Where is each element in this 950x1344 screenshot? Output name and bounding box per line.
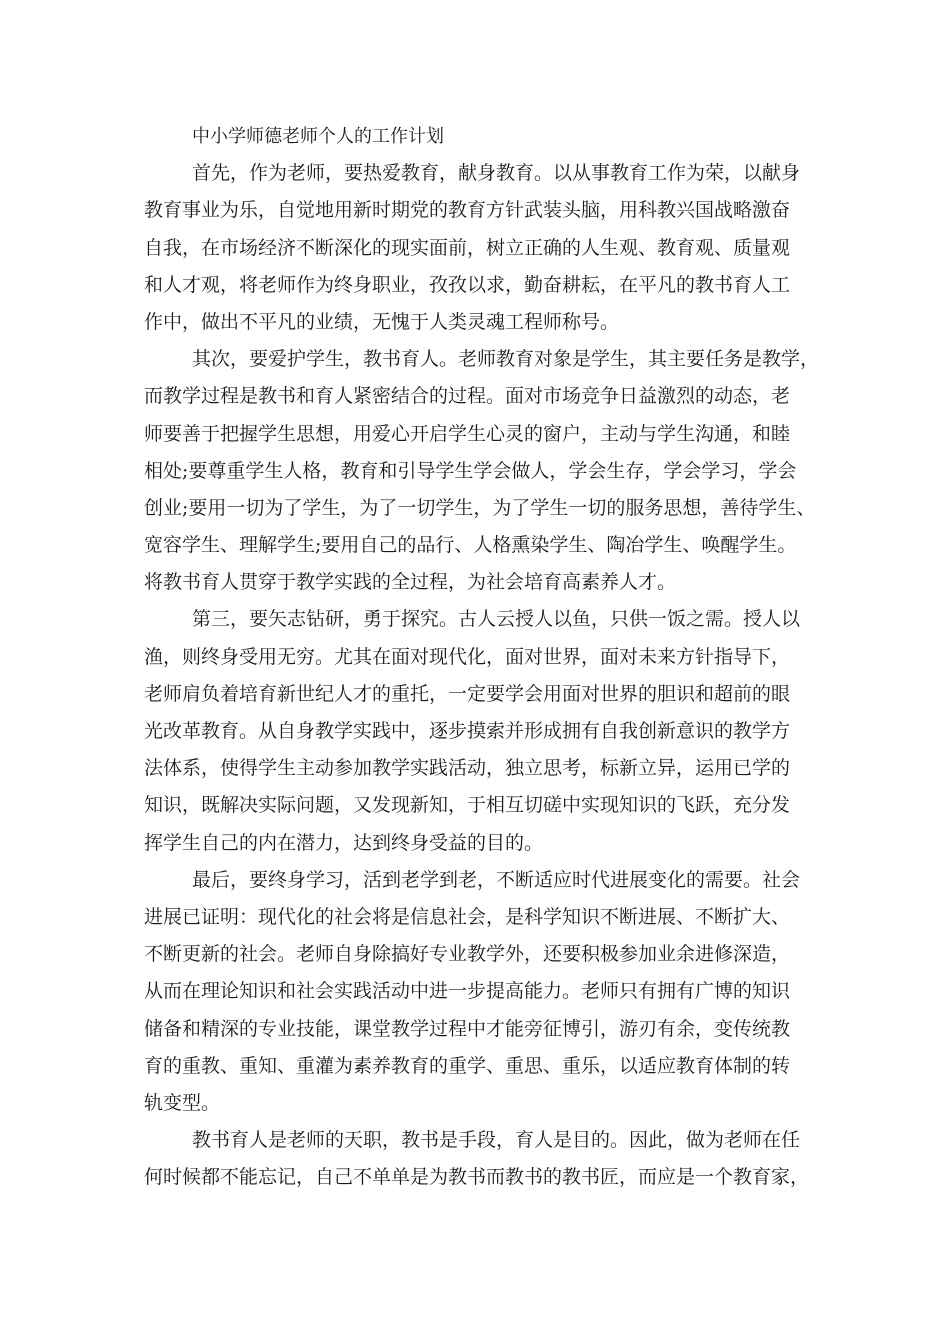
paragraph-line: 作中，做出不平凡的业绩，无愧于人类灵魂工程师称号。 — [144, 310, 620, 333]
paragraph-line: 挥学生自己的内在潜力，达到终身受益的目的。 — [144, 831, 544, 854]
paragraph-line: 相处;要尊重学生人格，教育和引导学生学会做人，学会生存，学会学习，学会 — [144, 459, 797, 482]
paragraph-line: 自我，在市场经济不断深化的现实面前，树立正确的人生观、教育观、质量观 — [144, 236, 791, 259]
paragraph-line: 首先，作为老师，要热爱教育，献身教育。以从事教育工作为荣，以献身 — [192, 162, 801, 185]
paragraph-line: 育的重教、重知、重灌为素养教育的重学、重思、重乐，以适应教育体制的转 — [144, 1054, 791, 1077]
paragraph-line: 第三，要矢志钻研，勇于探究。古人云授人以鱼，只供一饭之需。授人以 — [192, 608, 801, 631]
paragraph-line: 老师肩负着培育新世纪人才的重托，一定要学会用面对世界的胆识和超前的眼 — [144, 682, 791, 705]
paragraph-line: 宽容学生、理解学生;要用自己的品行、人格熏染学生、陶冶学生、唤醒学生。 — [144, 534, 797, 557]
paragraph-line: 其次，要爱护学生，教书育人。老师教育对象是学生，其主要任务是教学， — [192, 348, 820, 371]
paragraph-line: 储备和精深的专业技能，课堂教学过程中才能旁征博引，游刃有余，变传统教 — [144, 1017, 791, 1040]
document-body — [144, 118, 820, 1196]
paragraph-line: 从而在理论知识和社会实践活动中进一步提高能力。老师只有拥有广博的知识 — [144, 980, 791, 1003]
paragraph-line: 最后，要终身学习，活到老学到老，不断适应时代进展变化的需要。社会 — [192, 868, 801, 891]
paragraph-line: 不断更新的社会。老师自身除搞好专业教学外，还要积极参加业余进修深造， — [144, 943, 791, 966]
paragraph-line: 光改革教育。从自身教学实践中，逐步摸索并形成拥有自我创新意识的教学方 — [144, 720, 791, 742]
document-title: 中小学师德老师个人的工作计划 — [192, 126, 444, 147]
paragraph-line: 创业;要用一切为了学生，为了一切学生，为了学生一切的服务思想，善待学生、 — [144, 496, 816, 519]
paragraph-line: 渔，则终身受用无穷。尤其在面对现代化，面对世界，面对未来方针指导下， — [144, 645, 791, 668]
paragraph-line: 和人才观，将老师作为终身职业，孜孜以求，勤奋耕耘，在平凡的教书育人工 — [144, 273, 791, 296]
paragraph-line: 教书育人是老师的天职，教书是手段，育人是目的。因此，做为老师在任 — [192, 1129, 801, 1152]
paragraph-line: 而教学过程是教书和育人紧密结合的过程。面对市场竞争日益激烈的动态，老 — [144, 385, 791, 408]
paragraph-line: 进展已证明：现代化的社会将是信息社会，是科学知识不断进展、不断扩大、 — [144, 905, 791, 928]
paragraph-line: 法体系，使得学生主动参加教学实践活动，独立思考，标新立异，运用已学的 — [144, 757, 791, 780]
paragraph-line: 师要善于把握学生思想，用爱心开启学生心灵的窗户，主动与学生沟通，和睦 — [144, 422, 791, 445]
paragraph-line: 轨变型。 — [144, 1091, 221, 1114]
paragraph-line: 教育事业为乐，自觉地用新时期党的教育方针武装头脑，用科教兴国战略激奋 — [144, 199, 791, 222]
paragraph-line: 将教书育人贯穿于教学实践的全过程，为社会培育高素养人才。 — [144, 571, 677, 594]
paragraph-line: 何时候都不能忘记，自己不单单是为教书而教书的教书匠，而应是一个教育家， — [144, 1166, 810, 1189]
paragraph-line: 知识，既解决实际问题，又发现新知，于相互切磋中实现知识的飞跃，充分发 — [144, 794, 791, 817]
